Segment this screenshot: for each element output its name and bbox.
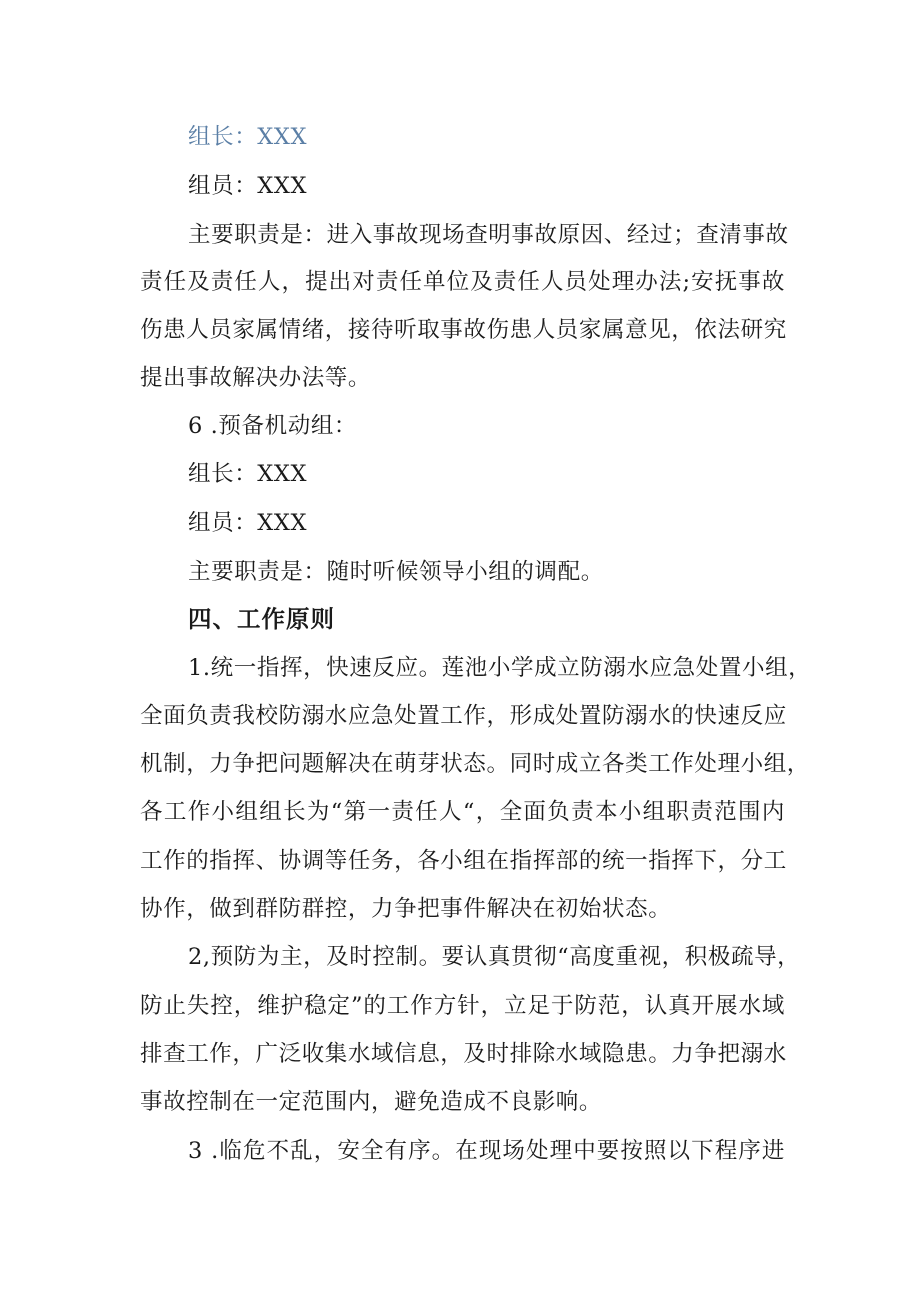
principle-1-line-5: 工作的指挥、协调等任务，各小组在指挥部的统一指挥下，分工: [140, 848, 787, 874]
duty-paragraph-line-2: 责任及责任人，提出对责任单位及责任人员处理办法;安抚事故: [140, 269, 785, 295]
principle-2-line-4: 事故控制在一定范围内，避免造成不良影响。: [140, 1089, 603, 1115]
duty-paragraph-line-3: 伤患人员家属情绪，接待听取事故伤患人员家属意见，依法研究: [140, 317, 787, 343]
principle-2-line-3: 排查工作，广泛收集水域信息，及时排除水域隐患。力争把溺水: [140, 1041, 787, 1067]
member-line-1: 组员：XXX: [188, 173, 308, 199]
principle-2-line-1: 2,预防为主，及时控制。要认真贯彻“高度重视，积极疏导，: [188, 944, 801, 970]
principle-2-line-2: 防止失控，维护稳定”的工作方针，立足于防范，认真开展水域: [140, 993, 785, 1019]
principle-1-line-4: 各工作小组组长为“第一责任人“，全面负责本小组职责范围内: [140, 799, 785, 825]
principle-1-line-3: 机制，力争把问题解决在萌芽状态。同时成立各类工作处理小组，: [140, 751, 810, 777]
member-line-2: 组员：XXX: [188, 510, 308, 536]
duty-paragraph-line-4: 提出事故解决办法等。: [140, 365, 372, 391]
principle-1-line-1: 1.统一指挥，快速反应。莲池小学成立防溺水应急处置小组，: [188, 655, 812, 681]
section-6-title: 6 .预备机动组：: [188, 413, 358, 439]
leader-line-1: 组长：XXX: [188, 124, 308, 150]
principle-3-line-1: 3 .临危不乱，安全有序。在现场处理中要按照以下程序进: [188, 1138, 785, 1164]
duty-line-6: 主要职责是：随时听候领导小组的调配。: [188, 559, 604, 585]
duty-paragraph-line-1: 主要职责是：进入事故现场查明事故原因、经过；查清事故: [188, 222, 789, 248]
principle-1-line-6: 协作，做到群防群控，力争把事件解决在初始状态。: [140, 896, 672, 922]
leader-line-2: 组长：XXX: [188, 461, 308, 487]
section-heading-work-principles: 四、工作原则: [188, 605, 335, 633]
principle-1-line-2: 全面负责我校防溺水应急处置工作，形成处置防溺水的快速反应: [140, 703, 787, 729]
